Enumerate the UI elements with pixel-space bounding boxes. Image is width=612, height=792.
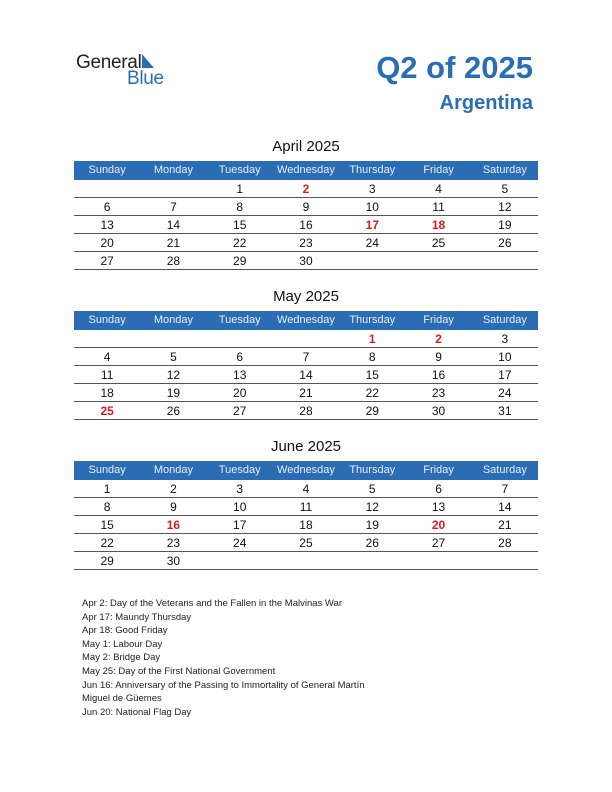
day-cell: 29 <box>100 554 114 568</box>
week-row <box>74 198 538 216</box>
day-cell: 13 <box>100 218 114 232</box>
day-cell: 6 <box>103 200 111 214</box>
logo-blue-text: Blue <box>127 68 164 89</box>
weekday-label: Tuesday <box>218 464 261 476</box>
day-cell: 11 <box>299 500 313 514</box>
holiday-day-cell: 1 <box>368 332 376 346</box>
day-cell: 15 <box>365 368 379 382</box>
weekday-label: Thursday <box>349 314 396 326</box>
day-cell: 25 <box>299 536 313 550</box>
empty-day-cell <box>74 330 140 347</box>
day-cell: 31 <box>498 404 512 418</box>
day-cell: 12 <box>365 500 379 514</box>
logo-general-text: General <box>76 52 142 73</box>
empty-day-cell <box>140 330 206 347</box>
logo-triangle-icon <box>142 54 154 68</box>
weekday-label: Monday <box>153 314 193 326</box>
day-cell: 22 <box>233 236 247 250</box>
empty-day-cell <box>273 330 339 347</box>
day-cell: 15 <box>233 218 247 232</box>
generalblue-logo <box>76 52 176 92</box>
day-cell: 24 <box>365 236 379 250</box>
day-cell: 11 <box>432 200 445 214</box>
holiday-note: Jun 20: National Flag Day <box>82 706 192 718</box>
day-cell: 18 <box>100 386 114 400</box>
day-cell: 28 <box>166 254 181 268</box>
weekday-label: Wednesday <box>277 164 335 176</box>
day-cell: 30 <box>166 554 181 568</box>
empty-day-cell <box>472 252 538 269</box>
holiday-note: Apr 2: Day of the Veterans and the Fallen in the Malvinas War <box>82 598 342 609</box>
day-cell: 12 <box>498 200 512 214</box>
week-row <box>74 480 538 498</box>
day-cell: 21 <box>166 236 181 250</box>
week-row <box>74 516 538 534</box>
day-cell: 14 <box>299 368 313 382</box>
empty-day-cell <box>207 330 273 347</box>
day-cell: 9 <box>302 200 310 214</box>
day-cell: 21 <box>498 518 512 532</box>
weekday-label: Tuesday <box>218 314 261 326</box>
week-row <box>74 234 538 252</box>
day-cell: 20 <box>233 386 247 400</box>
holiday-note: May 2: Bridge Day <box>82 652 161 664</box>
day-cell: 23 <box>299 236 313 250</box>
week-row <box>74 534 538 552</box>
weekday-label: Friday <box>423 164 454 176</box>
day-cell: 19 <box>498 218 512 232</box>
calendar-grid <box>74 330 538 420</box>
weekday-label: Thursday <box>349 464 396 476</box>
country-name: Argentina <box>439 92 533 114</box>
week-row <box>74 498 538 516</box>
day-cell: 25 <box>431 236 446 250</box>
calendar-grid <box>74 480 538 570</box>
day-cell: 13 <box>233 368 247 382</box>
week-row <box>74 252 538 270</box>
month-may <box>74 286 538 420</box>
day-cell: 5 <box>170 350 177 364</box>
month-june <box>74 436 538 570</box>
day-cell: 24 <box>233 536 247 550</box>
day-cell: 15 <box>100 518 114 532</box>
day-cell: 22 <box>100 536 114 550</box>
day-cell: 9 <box>435 350 442 364</box>
day-cell: 4 <box>103 350 111 364</box>
empty-day-cell <box>405 552 471 569</box>
weekday-label: Sunday <box>88 314 126 326</box>
day-cell: 3 <box>236 482 244 496</box>
holiday-day-cell: 25 <box>100 404 114 418</box>
day-cell: 20 <box>100 236 114 250</box>
day-cell: 23 <box>431 386 446 400</box>
day-cell: 8 <box>368 350 376 364</box>
day-cell: 26 <box>365 536 379 550</box>
week-row <box>74 384 538 402</box>
day-cell: 29 <box>233 254 247 268</box>
day-cell: 17 <box>498 368 512 382</box>
day-cell: 26 <box>166 404 181 418</box>
day-cell: 18 <box>299 518 313 532</box>
weekday-label: Saturday <box>482 314 527 326</box>
week-row <box>74 402 538 420</box>
holiday-day-cell: 16 <box>166 518 181 532</box>
day-cell: 22 <box>365 386 379 400</box>
day-cell: 10 <box>498 350 512 364</box>
day-cell: 3 <box>501 332 509 346</box>
day-cell: 7 <box>170 200 177 214</box>
empty-day-cell <box>207 552 273 569</box>
day-cell: 29 <box>365 404 379 418</box>
weekday-label: Monday <box>153 164 193 176</box>
day-cell: 13 <box>431 500 446 514</box>
weekday-label: Wednesday <box>277 464 335 476</box>
day-cell: 30 <box>431 404 446 418</box>
month-april <box>74 136 538 270</box>
empty-day-cell <box>472 552 538 569</box>
holiday-note: Miguel de Güemes <box>82 693 162 705</box>
day-cell: 10 <box>365 200 379 214</box>
weekday-label: Friday <box>423 464 454 476</box>
day-cell: 27 <box>431 536 446 550</box>
week-row <box>74 348 538 366</box>
month-title: May 2025 <box>273 288 339 305</box>
weekday-label: Thursday <box>349 164 396 176</box>
weekday-header <box>74 461 538 480</box>
day-cell: 19 <box>166 386 181 400</box>
holiday-day-cell: 18 <box>431 218 446 232</box>
day-cell: 5 <box>501 182 509 196</box>
weekday-header <box>74 311 538 330</box>
day-cell: 28 <box>299 404 313 418</box>
day-cell: 3 <box>368 182 376 196</box>
holiday-note: Jun 16: Anniversary of the Passing to Immortality of General Martín <box>82 679 365 691</box>
day-cell: 19 <box>365 518 379 532</box>
day-cell: 7 <box>501 482 509 496</box>
weekday-label: Wednesday <box>277 314 335 326</box>
holiday-day-cell: 2 <box>435 332 442 346</box>
empty-day-cell <box>339 252 405 269</box>
day-cell: 9 <box>170 500 177 514</box>
weekday-label: Friday <box>423 314 454 326</box>
day-cell: 23 <box>166 536 181 550</box>
holiday-day-cell: 17 <box>365 218 379 232</box>
month-title: June 2025 <box>270 438 342 455</box>
day-cell: 11 <box>100 368 114 382</box>
day-cell: 24 <box>498 386 512 400</box>
day-cell: 26 <box>498 236 512 250</box>
empty-day-cell <box>405 252 471 269</box>
empty-day-cell <box>273 552 339 569</box>
quarter-title: Q2 of 2025 <box>376 50 533 85</box>
day-cell: 4 <box>302 482 310 496</box>
day-cell: 8 <box>236 200 244 214</box>
week-row <box>74 552 538 570</box>
day-cell: 1 <box>236 182 244 196</box>
day-cell: 14 <box>498 500 512 514</box>
holiday-note: Apr 17: Maundy Thursday <box>82 611 192 623</box>
day-cell: 27 <box>233 404 247 418</box>
month-title: April 2025 <box>272 138 340 155</box>
empty-day-cell <box>339 552 405 569</box>
empty-day-cell <box>74 180 140 197</box>
week-row <box>74 330 538 348</box>
week-row <box>74 180 538 198</box>
day-cell: 4 <box>435 182 442 196</box>
day-cell: 30 <box>299 254 313 268</box>
weekday-label: Saturday <box>482 164 527 176</box>
day-cell: 17 <box>233 518 247 532</box>
day-cell: 16 <box>299 218 313 232</box>
weekday-label: Tuesday <box>218 164 261 176</box>
day-cell: 12 <box>166 368 181 382</box>
calendar-grid <box>74 180 538 270</box>
holiday-day-cell: 2 <box>302 182 310 196</box>
holiday-note: May 25: Day of the First National Government <box>82 665 276 677</box>
day-cell: 1 <box>103 482 111 496</box>
week-row <box>74 216 538 234</box>
day-cell: 28 <box>498 536 512 550</box>
weekday-label: Sunday <box>88 164 126 176</box>
day-cell: 8 <box>103 500 111 514</box>
holiday-day-cell: 20 <box>431 518 446 532</box>
holiday-note: May 1: Labour Day <box>82 638 163 650</box>
day-cell: 7 <box>302 350 310 364</box>
day-cell: 5 <box>368 482 376 496</box>
weekday-label: Sunday <box>88 464 126 476</box>
weekday-label: Saturday <box>482 464 527 476</box>
weekday-label: Monday <box>153 464 193 476</box>
day-cell: 21 <box>299 386 313 400</box>
week-row <box>74 366 538 384</box>
day-cell: 27 <box>100 254 114 268</box>
day-cell: 10 <box>233 500 247 514</box>
holiday-notes <box>82 597 365 719</box>
day-cell: 6 <box>435 482 442 496</box>
holiday-note: Apr 18: Good Friday <box>82 625 168 637</box>
weekday-header <box>74 161 538 180</box>
day-cell: 14 <box>166 218 181 232</box>
day-cell: 6 <box>236 350 244 364</box>
empty-day-cell <box>140 180 206 197</box>
day-cell: 2 <box>170 482 177 496</box>
day-cell: 16 <box>431 368 446 382</box>
